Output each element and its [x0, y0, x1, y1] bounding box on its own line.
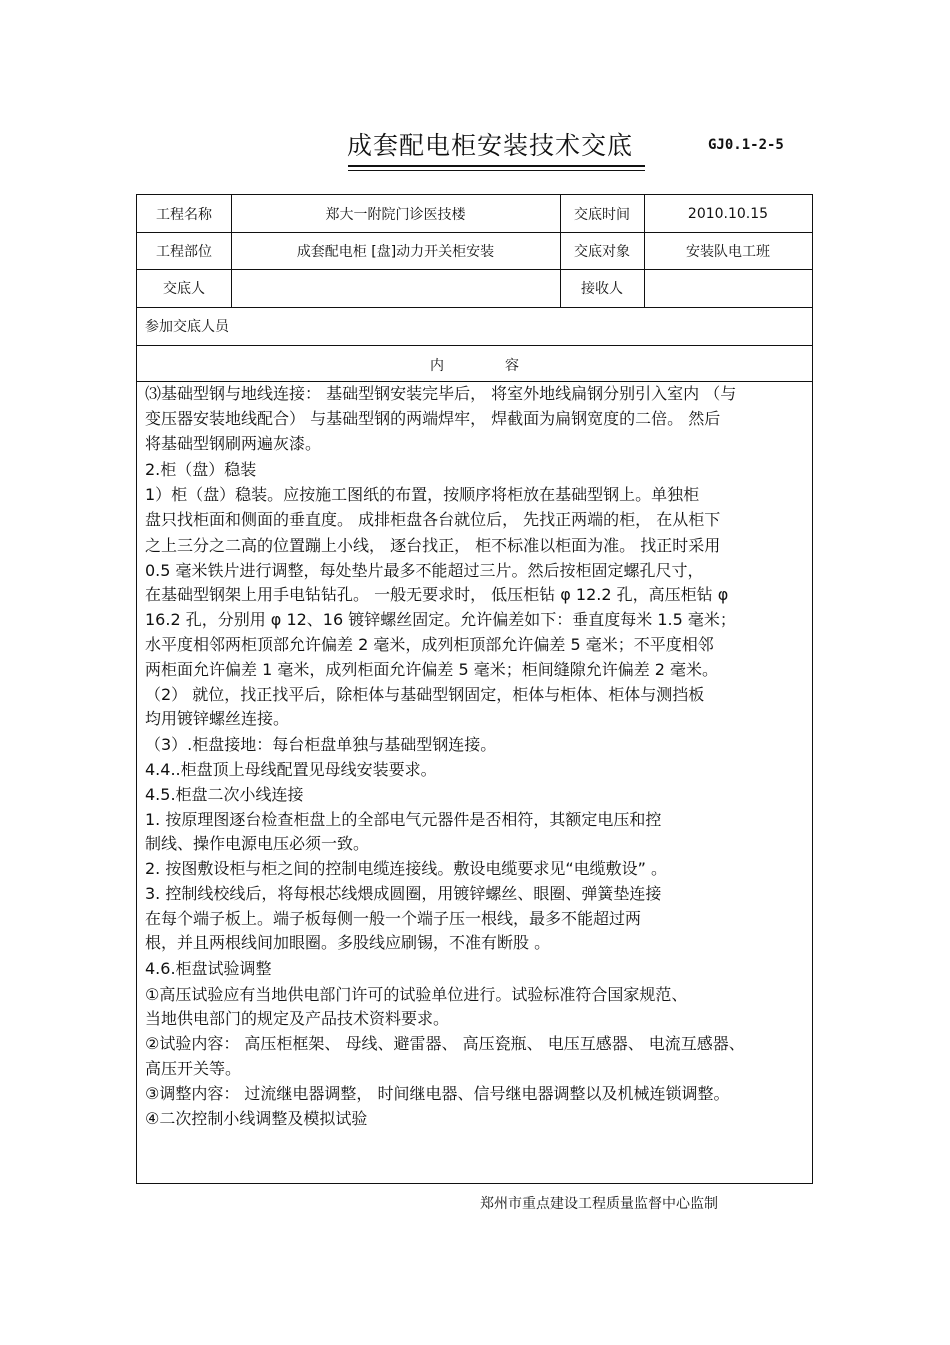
row-divider: [137, 345, 812, 346]
body-line: ①高压试验应有当地供电部门许可的试验单位进行。试验标准符合国家规范、: [145, 985, 688, 1004]
body-line: 4.5.柜盘二次小线连接: [145, 785, 304, 804]
date-value: 2010.10.15: [687, 205, 769, 222]
body-line: 制线、操作电源电压必须一致。: [145, 834, 370, 853]
body-line: 之上三分之二高的位置蹦上小线， 逐台找正， 柜不标准以柜面为准。 找正时采用: [145, 536, 721, 555]
content-header-char1: 内: [430, 358, 444, 374]
body-line: ②试验内容： 高压柜框架、 母线、避雷器、 高压瓷瓶、 电压互感器、 电流互感器、: [145, 1034, 745, 1053]
receiver-value: [644, 269, 812, 306]
giver-value: [231, 269, 560, 306]
project-name-label: 工程名称: [156, 206, 212, 223]
document-code: GJ0.1-2-5: [708, 137, 784, 153]
body-line: 2.柜（盘）稳装: [145, 460, 257, 479]
body-line: 当地供电部门的规定及产品技术资料要求。: [145, 1009, 450, 1028]
body-line: 变压器安装地线配合） 与基础型钢的两端焊牢， 焊截面为扁钢宽度的二倍。 然后: [145, 409, 721, 428]
title-underline-thin: [348, 170, 645, 171]
body-line: ④二次控制小线调整及模拟试验: [145, 1109, 368, 1128]
receiver-label: 接收人: [581, 280, 623, 297]
body-line: 高压开关等。: [145, 1059, 242, 1078]
body-line: （2） 就位，找正找平后，除柜体与基础型钢固定，柜体与柜体、柜体与测挡板: [145, 685, 705, 704]
content-header-char2: 容: [505, 358, 519, 374]
body-line: 2. 按图敷设柜与柜之间的控制电缆连接线。敷设电缆要求见“电缆敷设” 。: [145, 859, 668, 878]
document-title: 成套配电柜安装技术交底: [347, 131, 634, 160]
target-value: 安装队电工班: [686, 243, 770, 260]
part-value: 成套配电柜 [盘]动力开关柜安装: [296, 243, 495, 260]
target-label: 交底对象: [574, 243, 630, 260]
body-line: 将基础型钢刷两遍灰漆。: [145, 434, 322, 453]
body-line: 根，并且两根线间加眼圈。多股线应刷锡，不准有断股 。: [145, 933, 551, 952]
body-line: ③调整内容： 过流继电器调整， 时间继电器、信号继电器调整以及机械连锁调整。: [145, 1084, 730, 1103]
body-line: 3. 控制线校线后，将每根芯线煨成圆圈，用镀锌螺丝、眼圈、弹簧垫连接: [145, 884, 662, 903]
body-line: 盘只找柜面和侧面的垂直度。 成排柜盘各台就位后， 先找正两端的柜， 在从柜下: [145, 510, 721, 529]
body-line: 0.5 毫米铁片进行调整，每处垫片最多不能超过三片。然后按柜固定螺孔尺寸，: [145, 561, 704, 580]
footer-issuer: 郑州市重点建设工程质量监督中心监制: [480, 1196, 718, 1212]
participants-label: 参加交底人员: [145, 318, 229, 335]
giver-label: 交底人: [163, 280, 205, 297]
body-line: 在基础型钢架上用手电钻钻孔。 一般无要求时， 低压柜钻 φ 12.2 孔，高压柜钻 φ: [145, 585, 729, 604]
body-line: （3）.柜盘接地：每台柜盘单独与基础型钢连接。: [145, 735, 497, 754]
project-name-value: 郑大一附院门诊医技楼: [325, 206, 466, 223]
body-line: 两柜面允许偏差 1 毫米，成列柜面允许偏差 5 毫米；柜间缝隙允许偏差 2 毫米。: [145, 660, 719, 679]
body-line: 4.6.柜盘试验调整: [145, 959, 272, 978]
body-line: 4.4..柜盘顶上母线配置见母线安装要求。: [145, 760, 437, 779]
body-line: 在每个端子板上。端子板每侧一般一个端子压一根线，最多不能超过两: [145, 909, 642, 928]
title-underline: [348, 165, 645, 167]
row-divider: [137, 381, 812, 382]
body-line: 1）柜（盘）稳装。应按施工图纸的布置，按顺序将柜放在基础型钢上。单独柜: [145, 485, 700, 504]
body-line: 1. 按原理图逐台检查柜盘上的全部电气元器件是否相符，其额定电压和控: [145, 810, 662, 829]
body-line: ⑶基础型钢与地线连接： 基础型钢安装完毕后， 将室外地线扁钢分别引入室内 （与: [145, 384, 737, 403]
body-line: 16.2 孔，分别用 φ 12、16 镀锌螺丝固定。允许偏差如下：垂直度每米 1.5 毫米；: [145, 610, 736, 629]
body-line: 均用镀锌螺丝连接。: [145, 709, 290, 728]
date-label: 交底时间: [574, 206, 630, 223]
part-label: 工程部位: [156, 243, 212, 260]
body-line: 水平度相邻两柜顶部允许偏差 2 毫米，成列柜顶部允许偏差 5 毫米；不平度相邻: [145, 635, 714, 654]
